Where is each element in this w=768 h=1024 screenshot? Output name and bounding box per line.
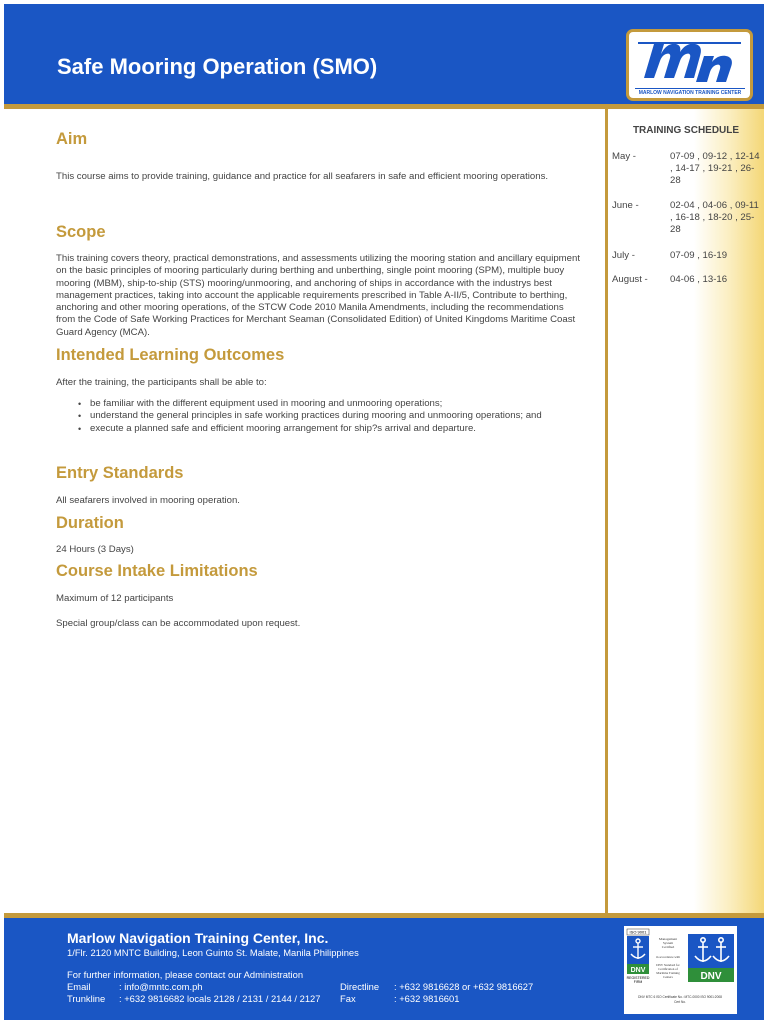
mn-logo-icon xyxy=(634,36,745,86)
directline-line xyxy=(340,981,533,992)
bullet-icon: • xyxy=(78,399,82,409)
schedule-month: July - xyxy=(612,250,635,261)
list-item: • understand the general principles in safe working practices during mooring and unmooring operations; and xyxy=(78,410,542,422)
intake-heading: Course Intake Limitations xyxy=(56,562,258,580)
bullet-icon: • xyxy=(78,423,82,434)
svg-text:REGISTERED: REGISTERED xyxy=(626,976,650,980)
page-title: Safe Mooring Operation (SMO) xyxy=(57,54,378,79)
outcomes-list xyxy=(78,398,578,435)
scope-heading: Scope xyxy=(56,223,106,241)
schedule-month: June - xyxy=(612,200,639,211)
schedule-month: May - xyxy=(612,151,636,162)
trunkline-line xyxy=(67,993,320,1004)
schedule-dates: 07-09 , 09-12 , 12-14 , 14-17 , 19-21 , 26-28 xyxy=(670,151,760,187)
schedule-dates: 07-09 , 16-19 xyxy=(670,250,728,261)
outcomes-heading: Intended Learning Outcomes xyxy=(56,346,285,364)
company-address: 1/Flr. 2120 MNTC Building, Leon Guinto St. Malate, Manila Philippines xyxy=(67,947,359,958)
email-label: Email xyxy=(67,981,91,992)
logo-caption: MARLOW NAVIGATION TRAINING CENTER xyxy=(635,88,745,96)
svg-text:FIRM: FIRM xyxy=(633,980,643,984)
main-content xyxy=(4,109,605,914)
page-header xyxy=(0,0,768,108)
training-schedule-panel xyxy=(608,109,764,914)
duration-text: 24 Hours (3 Days) xyxy=(56,544,134,555)
schedule-month: August - xyxy=(612,274,648,285)
trunkline-label: Trunkline xyxy=(67,993,106,1004)
schedule-dates: 02-04 , 04-06 , 09-11 , 16-18 , 18-20 , 25-28 xyxy=(670,200,759,236)
svg-text:Maritime Training: Maritime Training xyxy=(656,971,680,975)
schedule-dates: 04-06 , 13-16 xyxy=(670,274,728,285)
list-item: • be familiar with the different equipment used in mooring and unmooring operations; xyxy=(78,398,443,409)
fax-label: Fax xyxy=(340,993,356,1004)
trunkline-value: : +632 9816682 locals 2128 / 2131 / 2144 / 2127 xyxy=(119,993,321,1004)
svg-text:DNV Standard for: DNV Standard for xyxy=(656,963,680,967)
contact-info-line: For further information, please contact our Administration xyxy=(67,969,304,980)
svg-text:Certification of: Certification of xyxy=(658,967,678,971)
svg-text:DNV: DNV xyxy=(630,967,646,974)
svg-text:Cert No.: Cert No. xyxy=(674,1000,686,1004)
list-item: • execute a planned safe and efficient mooring arrangement for ship?s arrival and departure. xyxy=(78,422,476,434)
dnv-certification-badge xyxy=(624,926,737,1014)
duration-heading: Duration xyxy=(56,514,124,532)
svg-text:in accordance with: in accordance with xyxy=(655,955,681,959)
page-footer xyxy=(4,918,764,1020)
intake-text-2: Special group/class can be accommodated upon request. xyxy=(56,618,301,629)
fax-value: : +632 9816601 xyxy=(394,993,460,1004)
bullet-icon: • xyxy=(78,411,82,422)
email-line xyxy=(67,981,203,992)
entry-heading: Entry Standards xyxy=(56,464,184,482)
intake-text-1: Maximum of 12 participants xyxy=(56,593,174,604)
dnv-logo-icon xyxy=(624,926,737,1014)
svg-text:DNV: DNV xyxy=(700,971,722,982)
company-name: Marlow Navigation Training Center, Inc. xyxy=(67,930,329,946)
svg-text:ISO 9001: ISO 9001 xyxy=(629,929,647,935)
svg-text:DNV MTC 6 ISO Certificate No.:: DNV MTC 6 ISO Certificate No.: MTC-0000 ISO 9001:2008 xyxy=(638,995,722,999)
aim-text: This course aims to provide training, guidance and practice for all seafarers in safe and efficient mooring operations. xyxy=(56,171,549,182)
svg-text:Certified: Certified xyxy=(661,945,675,949)
schedule-title: TRAINING SCHEDULE xyxy=(632,125,740,136)
email-value[interactable]: : info@mntc.com.ph xyxy=(119,981,203,992)
fax-line xyxy=(340,993,459,1004)
svg-text:System: System xyxy=(662,941,674,945)
directline-label: Directline xyxy=(340,981,380,992)
outcomes-intro: After the training, the participants shall be able to: xyxy=(56,377,267,388)
aim-heading: Aim xyxy=(56,130,88,148)
svg-text:Centers: Centers xyxy=(663,975,673,979)
entry-text: All seafarers involved in mooring operation. xyxy=(56,495,240,506)
scope-text: This training covers theory, practical demonstrations, and assessments utilizing the mooring station and ancillary equipment on the basic principles of mooring particularly during berthing and unberthing, single point mooring (SPM), multiple buoy mooring (MBM), ship-to-ship (STS) mooring/unmooring, and anchoring of ships in accordance with the industrys best management practices, taking into account the applicable requirements prescribed in Table A-II/5, Contribute to berthing, anchoring and other mooring operations, of the STCW Code 2010 Manila Amendments, including the recommendations from the Code of Safe Working Practices for Merchant Seaman (Consolidated Edition) of United Kingdoms Maritime Coast Guard Agency (MCA). xyxy=(56,253,581,338)
directline-value: : +632 9816628 or +632 9816627 xyxy=(394,981,534,992)
mntc-logo xyxy=(626,29,753,101)
svg-text:Management: Management xyxy=(658,937,678,941)
